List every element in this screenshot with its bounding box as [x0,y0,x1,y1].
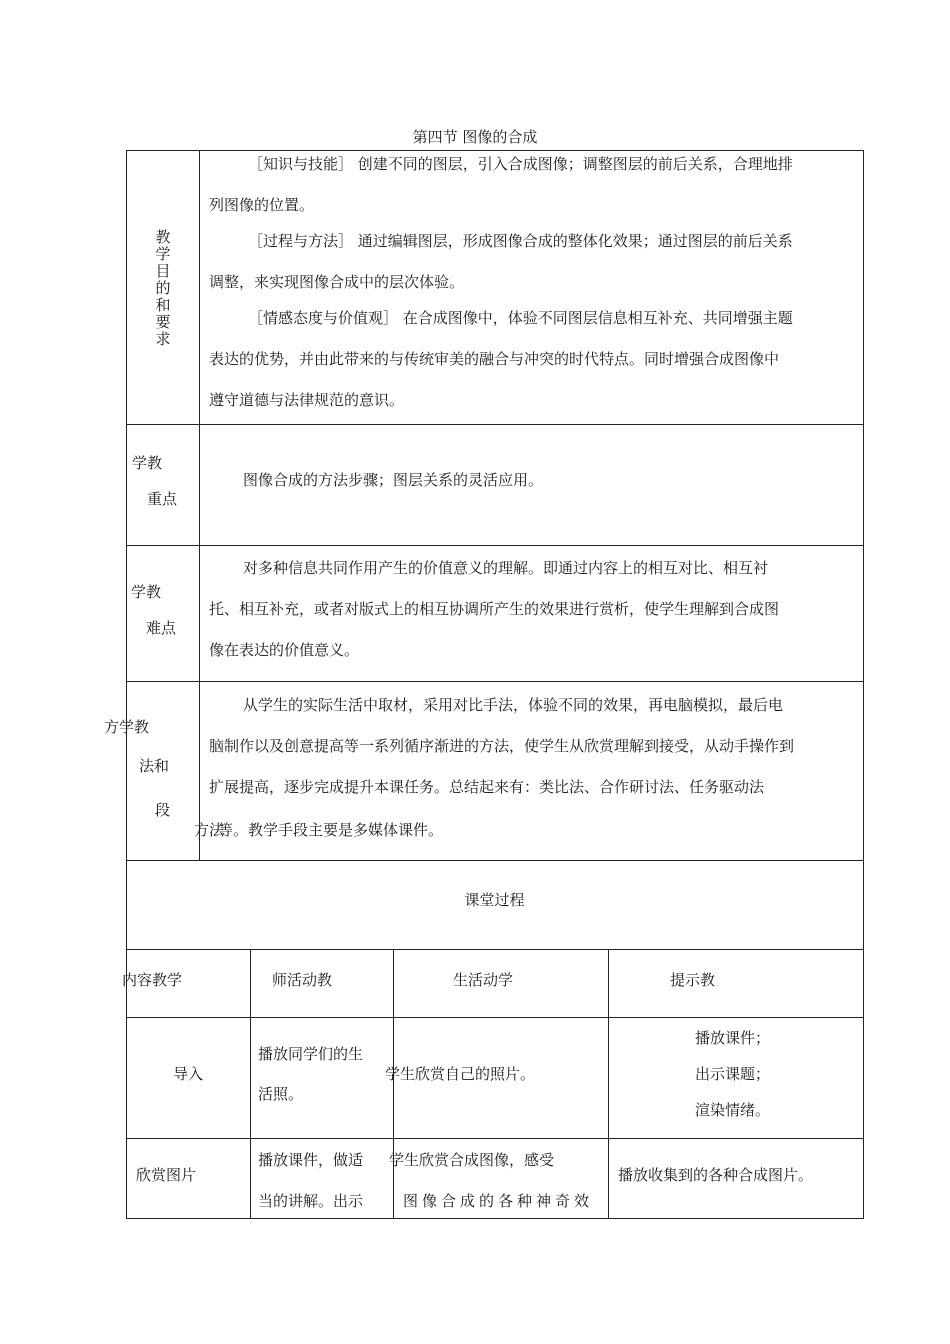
methods-line: 等。教学手段主要是多媒体课件。 [218,821,444,839]
column-divider [393,949,394,1219]
objectives-line: 列图像的位置。 [209,196,315,214]
header-content: 内容教学 [122,971,183,989]
row-tips-line: 播放课件； [695,1029,771,1047]
row-student-line: 图像合成的各种神奇效 [403,1192,594,1210]
objectives-line: ［过程与方法］ 通过编辑图层，形成图像合成的整体化效果；通过图层的前后关系 [248,232,793,250]
row-tips-line: 渲染情绪。 [695,1101,771,1119]
methods-label: 方学教 [104,718,150,736]
objectives-line: ［情感态度与价值观］ 在合成图像中，体验不同图层信息相互补充、共同增强主题 [248,309,793,327]
table-divider [126,1138,864,1139]
difficulties-line: 对多种信息共同作用产生的价值意义的理解。即通过内容上的相互对比、相互衬 [243,559,769,577]
header-student: 生活动学 [453,971,514,989]
row-student: 学生欣赏自己的照片。 [385,1065,536,1083]
table-border-right [863,150,864,1219]
row-content: 导入 [173,1065,204,1083]
table-divider [126,860,864,861]
methods-label: 方法 [194,821,225,839]
table-border-left [126,150,127,1219]
table-divider [126,681,864,682]
objectives-line: 表达的优势，并由此带来的与传统审美的融合与冲突的时代特点。同时增强合成图像中 [209,350,780,368]
column-divider [250,949,251,1219]
key-points-text: 图像合成的方法步骤；图层关系的灵活应用。 [243,471,544,489]
table-divider [126,545,864,546]
table-border-bottom [126,1218,864,1219]
objectives-label: 教 学 目 的 和 要 求 [155,228,171,348]
key-points-label: 重点 [147,490,178,508]
row-content: 欣赏图片 [136,1166,197,1184]
objectives-line: 调整，来实现图像合成中的层次体验。 [209,273,465,291]
table-divider [126,949,864,950]
methods-line: 从学生的实际生活中取材，采用对比手法，体验不同的效果，再电脑模拟，最后电 [243,696,784,714]
header-teacher: 师活动教 [272,971,333,989]
methods-label: 段 [155,801,171,819]
column-divider [608,949,609,1219]
process-title: 课堂过程 [464,891,525,909]
table-border-top [126,150,864,151]
header-tips: 提示教 [670,971,716,989]
difficulties-line: 托、相互补充，或者对版式上的相互协调所产生的效果进行赏析，使学生理解到合成图 [209,600,780,618]
table-divider [126,424,864,425]
row-teacher-line: 活照。 [258,1085,304,1103]
row-teacher-line: 播放课件，做适 [258,1151,364,1169]
methods-line: 脑制作以及创意提高等一系列循序渐进的方法，使学生从欣赏理解到接受，从动手操作到 [209,737,795,755]
methods-line: 扩展提高，逐步完成提升本课任务。总结起来有：类比法、合作研讨法、任务驱动法 [209,778,765,796]
row-student-line: 学生欣赏合成图像，感受 [389,1151,555,1169]
row-tips-line: 播放收集到的各种合成图片。 [618,1166,814,1184]
row-teacher-line: 播放同学们的生 [258,1045,364,1063]
difficulties-label: 难点 [146,619,177,637]
methods-label: 法和 [139,757,170,775]
objectives-line: ［知识与技能］ 创建不同的图层，引入合成图像；调整图层的前后关系，合理地排 [248,155,793,173]
difficulties-line: 像在表达的价值意义。 [209,641,360,659]
page-title: 第四节 图像的合成 [412,128,538,146]
label-column-divider [199,150,200,861]
difficulties-label: 学教 [131,583,162,601]
table-divider [126,1017,864,1018]
objectives-line: 遵守道德与法律规范的意识。 [209,391,405,409]
row-tips-line: 出示课题； [695,1065,771,1083]
key-points-label: 学教 [132,454,163,472]
row-teacher-line: 当的讲解。出示 [258,1192,364,1210]
